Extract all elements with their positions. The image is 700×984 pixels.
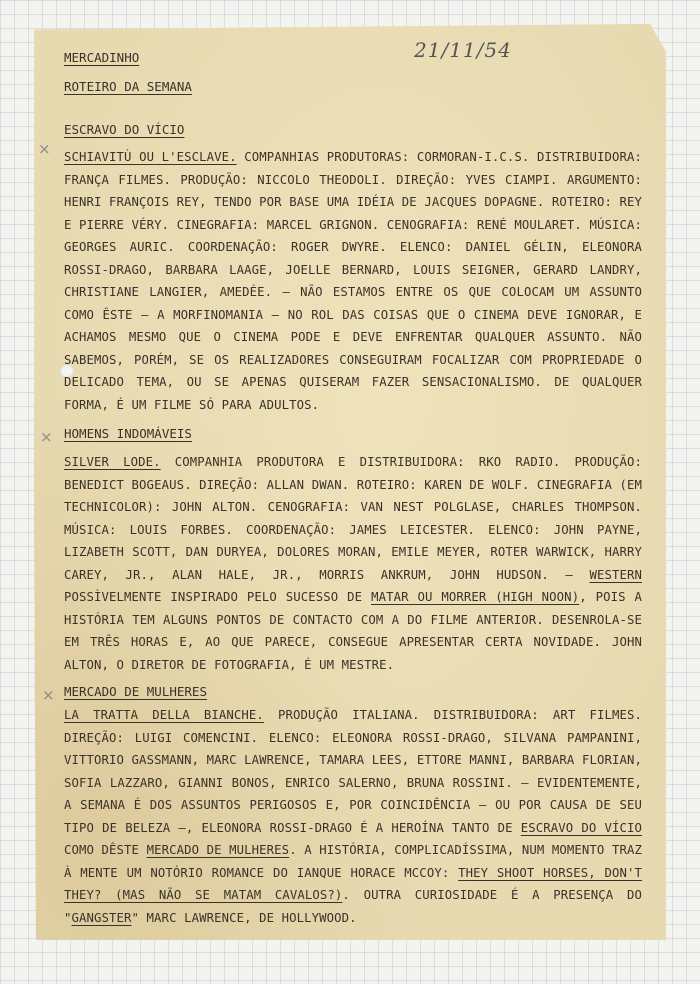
column-title: MERCADINHO	[64, 50, 140, 65]
referenced-title: MERCADO DE MULHERES	[146, 843, 290, 857]
review-text: , POIS A HISTÓRIA TEM ALGUNS PONTOS DE CONTACTO COM A DO FILME ANTERIOR. DESENROLA-SE EM TRÊS HORAS E, AO QUE PARECE, CONSEGUE APRESENTAR CERTA NOVIDADE. JOHN ALTON, O DIRETOR DE FOTOGRAFIA, É UM MESTRE.	[64, 590, 642, 672]
original-title: SCHIAVITÙ OU L'ESCLAVE.	[64, 150, 237, 164]
referenced-title: ESCRAVO DO VÍCIO	[520, 820, 642, 835]
handwritten-date: 21/11/54	[414, 38, 512, 62]
review-text: . OUTRA CURIOSIDADE É A PRESENÇA DO "	[64, 888, 642, 925]
film-review	[64, 146, 642, 416]
genre-term: WESTERN	[589, 567, 642, 582]
original-title: LA TRATTA DELLA BIANCHE.	[64, 708, 264, 722]
cross-mark: ×	[42, 686, 55, 704]
review-text: COMO DÊSTE	[64, 843, 147, 857]
review-text: " MARC LAWRENCE, DE HOLLYWOOD.	[131, 910, 357, 925]
review-text: . A HISTÓRIA, COMPLICADÍSSIMA, NUM MOMENTO TRAZ À MENTE UM NOTÓRIO ROMANCE DO IANQUE HORACE MCCOY:	[64, 843, 642, 880]
original-title: SILVER LODE.	[64, 455, 161, 469]
film-heading: ESCRAVO DO VÍCIO	[64, 122, 185, 137]
film-review	[64, 451, 642, 676]
section-title: ROTEIRO DA SEMANA	[64, 79, 192, 94]
review-text: COMPANHIA PRODUTORA E DISTRIBUIDORA: RKO RADIO. PRODUÇÃO: BENEDICT BOGEAUS. DIREÇÃO: ALLAN DWAN. ROTEIRO: KAREN DE WOLF. CINEGRAFIA (EM TECHNICOLOR): JOHN ALTON. CENOGRAFIA: VAN NEST POLGLASE, CHARLES THOMPSON. MÚSICA: LOUIS FORBES. COORDENAÇÃO: JAMES LEICESTER. ELENCO: JOHN PAYNE, LIZABETH SCOTT, DAN DURYEA, DOLORES MORAN, EMILE MEYER, ROTER WARWICK, HARRY CAREY, JR., ALAN HALE, JR., MORRIS ANKRUM, JOHN HUDSON. —	[64, 455, 642, 582]
referenced-title: THEY SHOOT HORSES, DON'T THEY? (MAS NÃO SE MATAM CAVALOS?)	[64, 865, 642, 902]
review-text: PRODUÇÃO ITALIANA. DISTRIBUIDORA: ART FILMES. DIREÇÃO: LUIGI COMENCINI. ELENCO: ELEONORA ROSSI-DRAGO, SILVANA PAMPANINI, VITTORIO GASSMANN, MARC LAWRENCE, TAMARA LEES, ETTORE MANNI, BARBARA FLORIAN, SOFIA LAZZARO, GIANNI BONOS, ENRICO SALERNO, BRUNA ROSSINI. — EVIDENTEMENTE, A SEMANA É DOS ASSUNTOS PERIGOSOS E, POR COINCIDÊNCIA — OU POR CAUSA DE SEU TIPO DE BELEZA —, ELEONORA ROSSI-DRAGO É A HEROÍNA TANTO DE	[64, 708, 642, 835]
cross-mark: ×	[38, 140, 51, 158]
referenced-title: MATAR OU MORRER (HIGH NOON)	[371, 590, 580, 604]
referenced-term: GANGSTER	[71, 910, 132, 925]
review-text: COMPANHIAS PRODUTORAS: CORMORAN-I.C.S. DISTRIBUIDORA: FRANÇA FILMES. PRODUÇÃO: NICCOLO THEODOLI. DIREÇÃO: YVES CIAMPI. ARGUMENTO: HENRI FRANÇOIS REY, TENDO POR BASE UMA IDÉIA DE JACQUES DOPAGNE. ROTEIRO: REY E PIERRE VÉRY. CINEGRAFIA: MARCEL GRIGNON. CENOGRAFIA: RENÉ MOULARET. MÚSICA: GEORGES AURIC. COORDENAÇÃO: ROGER DWYRE. ELENCO: DANIEL GÉLIN, ELEONORA ROSSI-DRAGO, BARBARA LAAGE, JOELLE BERNARD, LOUIS SEIGNER, GERARD LANDRY, CHRISTIANE LANGIER, AMEDÉE. — NÃO ESTAMOS ENTRE OS QUE COLOCAM UM ASSUNTO COMO ÊSTE — A MORFINOMANIA — NO ROL DAS COISAS QUE O CINEMA DEVE IGNORAR, E ACHAMOS MESMO QUE O CINEMA PODE E DEVE ENFRENTAR QUALQUER ASSUNTO. NÃO SABEMOS, PORÉM, SE OS REALIZADORES CONSEGUIRAM FOCALIZAR COM PROPRIEDADE O DELICADO TEMA, OU SE APENAS QUISERAM FAZER SENSACIONALISMO. DE QUALQUER FORMA, É UM FILME SÓ PARA ADULTOS.	[64, 150, 642, 412]
review-text: POSSÌVELMENTE INSPIRADO PELO SUCESSO DE	[64, 590, 372, 604]
film-heading: MERCADO DE MULHERES	[64, 684, 207, 699]
film-review	[64, 704, 642, 929]
film-heading: HOMENS INDOMÁVEIS	[64, 426, 192, 441]
cross-mark: ×	[40, 428, 53, 446]
